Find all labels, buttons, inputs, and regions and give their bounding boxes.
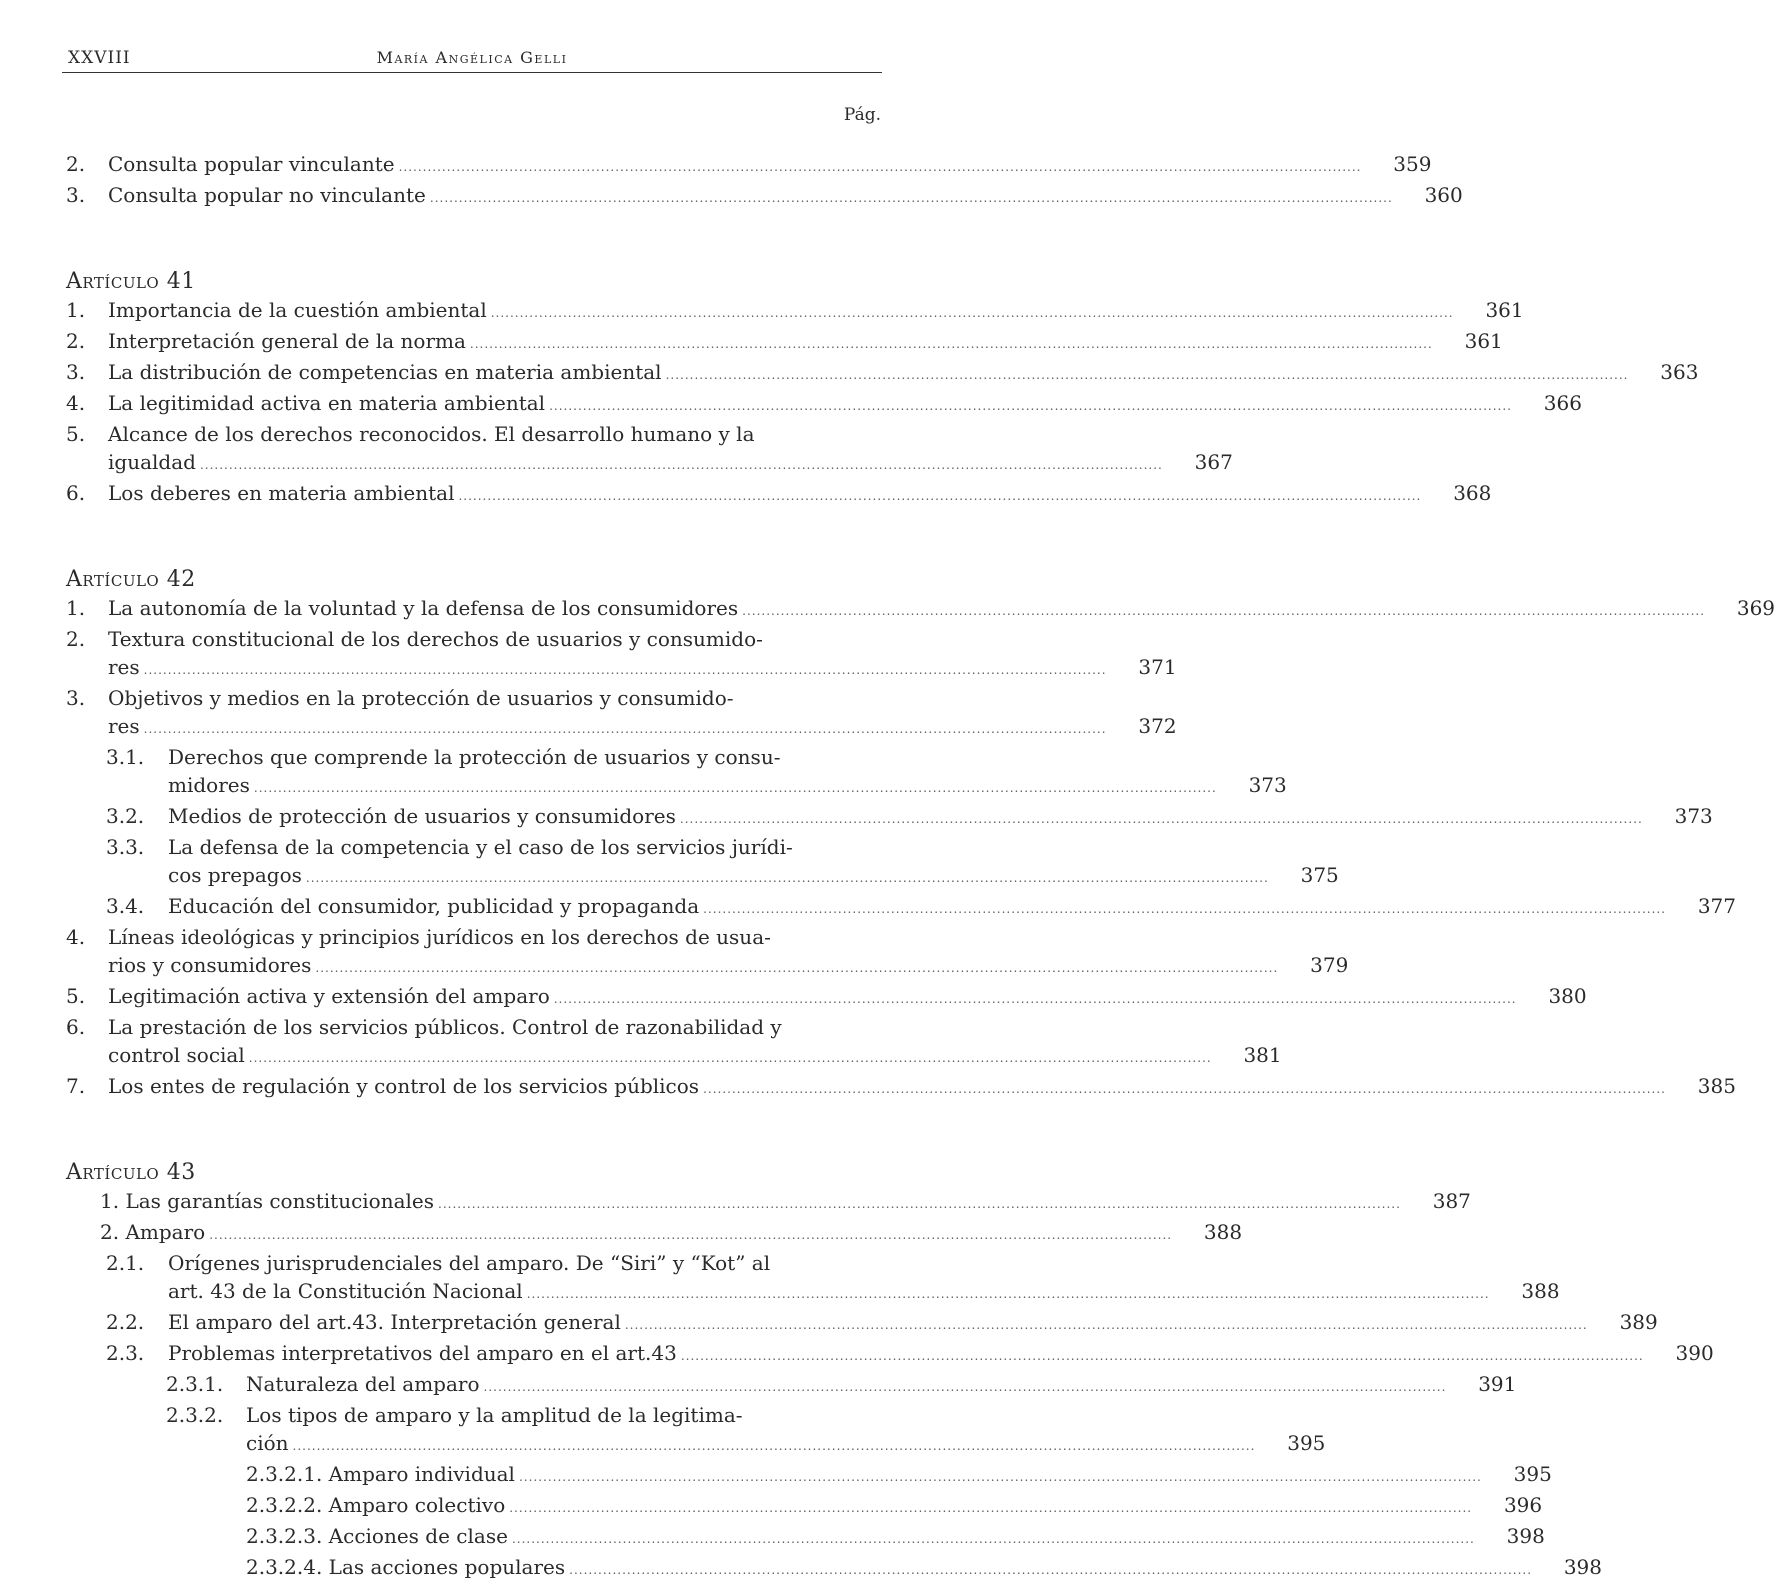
entry-number: 4. (66, 925, 86, 949)
entry-number: 3. (66, 183, 86, 207)
entry-title: El amparo del art.43. Interpretación general (168, 1310, 621, 1334)
dot-leader: ........................................................................................................................................................................................................ (679, 812, 1643, 826)
toc-section (66, 150, 1463, 212)
dot-leader: ........................................................................................................................................................................................................ (624, 1318, 1588, 1332)
entry-title: Naturaleza del amparo (246, 1372, 480, 1396)
entry-page-number: 381 (1243, 1043, 1282, 1067)
entry-page-number: 391 (1478, 1372, 1517, 1396)
entry-number: 7. (66, 1074, 86, 1098)
entry-title-line: Textura constitucional de los derechos de usuarios y consumido- (108, 627, 763, 651)
dot-leader: ........................................................................................................................................................................................................ (509, 1501, 1473, 1515)
toc-entry[interactable] (66, 1013, 1282, 1072)
dot-leader: ........................................................................................................................................................................................................ (680, 1349, 1644, 1363)
entry-page-number: 369 (1736, 596, 1775, 620)
toc-section (66, 566, 1775, 1103)
entry-number: 1. (66, 596, 86, 620)
entry-page-number: 385 (1697, 1074, 1736, 1098)
dot-leader: ........................................................................................................................................................................................................ (292, 1439, 1256, 1453)
entry-number: 4. (66, 391, 86, 415)
dot-leader: ........................................................................................................................................................................................................ (490, 306, 1454, 320)
entry-number: 3.2. (106, 804, 145, 828)
toc-section (66, 1159, 1714, 1584)
entry-title: control social (108, 1043, 245, 1067)
entry-title: Consulta popular vinculante (108, 152, 395, 176)
entry-page-number: 377 (1697, 894, 1737, 918)
entry-page-number: 389 (1619, 1310, 1658, 1334)
entry-number: 5. (66, 984, 86, 1008)
entry-title: Importancia de la cuestión ambiental (108, 298, 487, 322)
toc-entry[interactable] (66, 1460, 1552, 1491)
entry-title: ción (246, 1431, 289, 1455)
entry-title: Legitimación activa y extensión del amparo (108, 984, 550, 1008)
entry-title: 2. Amparo (100, 1220, 206, 1244)
dot-leader: ........................................................................................................................................................................................................ (569, 1563, 1533, 1577)
entry-number: 2.1. (106, 1251, 145, 1275)
entry-page-number: 387 (1432, 1189, 1471, 1213)
dot-leader: ........................................................................................................................................................................................................ (143, 722, 1107, 736)
entry-title: Problemas interpretativos del amparo en el art.43 (168, 1341, 677, 1365)
entry-page-number: 380 (1548, 984, 1587, 1008)
dot-leader: ........................................................................................................................................................................................................ (199, 458, 1163, 472)
toc-entry[interactable] (66, 1522, 1545, 1553)
toc-entry[interactable] (66, 594, 1775, 625)
table-of-contents (66, 150, 1775, 1584)
entry-page-number: 367 (1194, 450, 1233, 474)
dot-leader: ........................................................................................................................................................................................................ (518, 1470, 1482, 1484)
entry-number: 6. (66, 481, 86, 505)
dot-leader: ........................................................................................................................................................................................................ (549, 399, 1512, 413)
entry-page-number: 373 (1674, 804, 1713, 828)
dot-leader: ........................................................................................................................................................................................................ (526, 1287, 1490, 1301)
entry-title: La legitimidad activa en materia ambiental (108, 391, 546, 415)
toc-entry[interactable] (66, 684, 1177, 743)
entry-page-number: 359 (1393, 152, 1432, 176)
page-column-label: Pág. (843, 105, 881, 125)
entry-title: 2.3.2.1. Amparo individual (246, 1462, 515, 1486)
entry-page-number: 371 (1138, 655, 1177, 679)
dot-leader: ........................................................................................................................................................................................................ (458, 489, 1422, 503)
entry-title: 2.3.2.3. Acciones de clase (246, 1524, 508, 1548)
toc-entry[interactable] (66, 1218, 1243, 1249)
header-rule (62, 72, 882, 73)
entry-title: 2.3.2.4. Las acciones populares (246, 1555, 566, 1579)
entry-title: midores (168, 773, 250, 797)
toc-entry[interactable] (66, 1187, 1471, 1218)
running-header (62, 44, 882, 74)
dot-leader: ........................................................................................................................................................................................................ (305, 871, 1269, 885)
entry-page-number: 375 (1300, 863, 1339, 887)
toc-entry[interactable] (66, 420, 1233, 479)
entry-title: art. 43 de la Constitución Nacional (168, 1279, 523, 1303)
entry-page-number: 373 (1248, 773, 1287, 797)
entry-title-line: Orígenes jurisprudenciales del amparo. De “Siri” y “Kot” al (168, 1251, 771, 1275)
dot-leader: ........................................................................................................................................................................................................ (438, 1197, 1401, 1211)
entry-number: 2.3.1. (166, 1372, 224, 1396)
toc-entry[interactable] (66, 150, 1432, 181)
entry-title: La autonomía de la voluntad y la defensa de los consumidores (108, 596, 739, 620)
dot-leader: ........................................................................................................................................................................................................ (511, 1532, 1475, 1546)
toc-entry[interactable] (66, 327, 1503, 358)
entry-number: 1. (66, 298, 86, 322)
toc-entry[interactable] (66, 1249, 1560, 1308)
page-number: XXVIII (68, 48, 131, 68)
dot-leader: ........................................................................................................................................................................................................ (143, 663, 1107, 677)
entry-page-number: 363 (1660, 360, 1699, 384)
toc-entry[interactable] (66, 1491, 1543, 1522)
entry-title-line: Derechos que comprende la protección de usuarios y consu- (168, 745, 781, 769)
entry-page-number: 361 (1485, 298, 1524, 322)
entry-title: La distribución de competencias en materia ambiental (108, 360, 662, 384)
entry-title: res (108, 714, 140, 738)
entry-page-number: 379 (1310, 953, 1349, 977)
entry-title: Consulta popular no vinculante (108, 183, 426, 207)
entry-number: 2.3. (106, 1341, 145, 1365)
toc-entry[interactable] (66, 982, 1587, 1013)
entry-number: 3.1. (106, 745, 145, 769)
entry-number: 3.3. (106, 835, 145, 859)
entry-page-number: 366 (1543, 391, 1582, 415)
toc-entry[interactable] (66, 833, 1339, 892)
article-heading: Artículo 43 (66, 1160, 196, 1185)
entry-page-number: 372 (1138, 714, 1177, 738)
entry-title: 2.3.2.2. Amparo colectivo (246, 1493, 506, 1517)
dot-leader: ........................................................................................................................................................................................................ (248, 1051, 1212, 1065)
toc-entry[interactable] (66, 389, 1582, 420)
toc-section (66, 268, 1699, 510)
article-heading: Artículo 41 (66, 269, 196, 294)
article-heading: Artículo 42 (66, 567, 196, 592)
entry-number: 2. (66, 627, 86, 651)
entry-page-number: 388 (1521, 1279, 1560, 1303)
dot-leader: ........................................................................................................................................................................................................ (665, 368, 1629, 382)
dot-leader: ........................................................................................................................................................................................................ (253, 781, 1217, 795)
entry-number: 3.4. (106, 894, 145, 918)
entry-number: 5. (66, 422, 86, 446)
toc-entry[interactable] (66, 1308, 1658, 1339)
entry-title: Los deberes en materia ambiental (108, 481, 455, 505)
toc-entry[interactable] (66, 1339, 1714, 1370)
entry-title-line: Los tipos de amparo y la amplitud de la legitima- (246, 1403, 743, 1427)
entry-page-number: 398 (1506, 1524, 1545, 1548)
dot-leader: ........................................................................................................................................................................................................ (483, 1380, 1447, 1394)
toc-entry[interactable] (66, 296, 1524, 327)
dot-leader: ........................................................................................................................................................................................................ (469, 337, 1433, 351)
toc-entry[interactable] (66, 479, 1492, 510)
entry-number: 2. (66, 329, 86, 353)
entry-title: Medios de protección de usuarios y consumidores (168, 804, 676, 828)
entry-title: Los entes de regulación y control de los servicios públicos (108, 1074, 700, 1098)
entry-title-line: Objetivos y medios en la protección de usuarios y consumido- (108, 686, 734, 710)
entry-title: 1. Las garantías constitucionales (100, 1189, 435, 1213)
toc-entry[interactable] (66, 1370, 1517, 1401)
entry-page-number: 361 (1464, 329, 1503, 353)
entry-title: cos prepagos (168, 863, 302, 887)
entry-page-number: 398 (1563, 1555, 1603, 1579)
running-title: María Angélica Gelli (376, 48, 568, 67)
entry-title: rios y consumidores (108, 953, 312, 977)
entry-title: res (108, 655, 140, 679)
dot-leader: ........................................................................................................................................................................................................ (315, 961, 1279, 975)
entry-title-line: La prestación de los servicios públicos. Control de razonabilidad y (108, 1015, 782, 1039)
entry-page-number: 368 (1453, 481, 1492, 505)
entry-title: Educación del consumidor, publicidad y propaganda (168, 894, 700, 918)
entry-title-line: Alcance de los derechos reconocidos. El desarrollo humano y la (108, 422, 755, 446)
dot-leader: ........................................................................................................................................................................................................ (703, 1082, 1666, 1096)
entry-title: igualdad (108, 450, 196, 474)
entry-title-line: Líneas ideológicas y principios jurídicos en los derechos de usua- (108, 925, 771, 949)
toc-entry[interactable] (66, 625, 1177, 684)
entry-page-number: 396 (1503, 1493, 1543, 1517)
toc-entry[interactable] (66, 358, 1699, 389)
entry-page-number: 360 (1424, 183, 1463, 207)
entry-number: 3. (66, 686, 86, 710)
dot-leader: ........................................................................................................................................................................................................ (703, 902, 1667, 916)
entry-page-number: 390 (1675, 1341, 1714, 1365)
toc-entry[interactable] (66, 802, 1713, 833)
entry-number: 2.3.2. (166, 1403, 224, 1427)
entry-title-line: La defensa de la competencia y el caso de los servicios jurídi- (168, 835, 793, 859)
toc-entry[interactable] (66, 1072, 1736, 1103)
dot-leader: ........................................................................................................................................................................................................ (553, 992, 1517, 1006)
entry-number: 3. (66, 360, 86, 384)
entry-number: 6. (66, 1015, 86, 1039)
entry-page-number: 388 (1203, 1220, 1243, 1244)
toc-entry[interactable] (66, 181, 1463, 212)
toc-entry[interactable] (66, 1553, 1603, 1584)
entry-page-number: 395 (1513, 1462, 1552, 1486)
toc-entry[interactable] (66, 1401, 1326, 1460)
dot-leader: ........................................................................................................................................................................................................ (742, 604, 1706, 618)
entry-number: 2. (66, 152, 86, 176)
toc-entry[interactable] (66, 923, 1349, 982)
entry-page-number: 395 (1287, 1431, 1326, 1455)
entry-number: 2.2. (106, 1310, 145, 1334)
dot-leader: ........................................................................................................................................................................................................ (209, 1228, 1173, 1242)
entry-title: Interpretación general de la norma (108, 329, 466, 353)
dot-leader: ........................................................................................................................................................................................................ (429, 191, 1393, 205)
dot-leader: ........................................................................................................................................................................................................ (398, 160, 1362, 174)
toc-entry[interactable] (66, 743, 1287, 802)
toc-entry[interactable] (66, 892, 1737, 923)
